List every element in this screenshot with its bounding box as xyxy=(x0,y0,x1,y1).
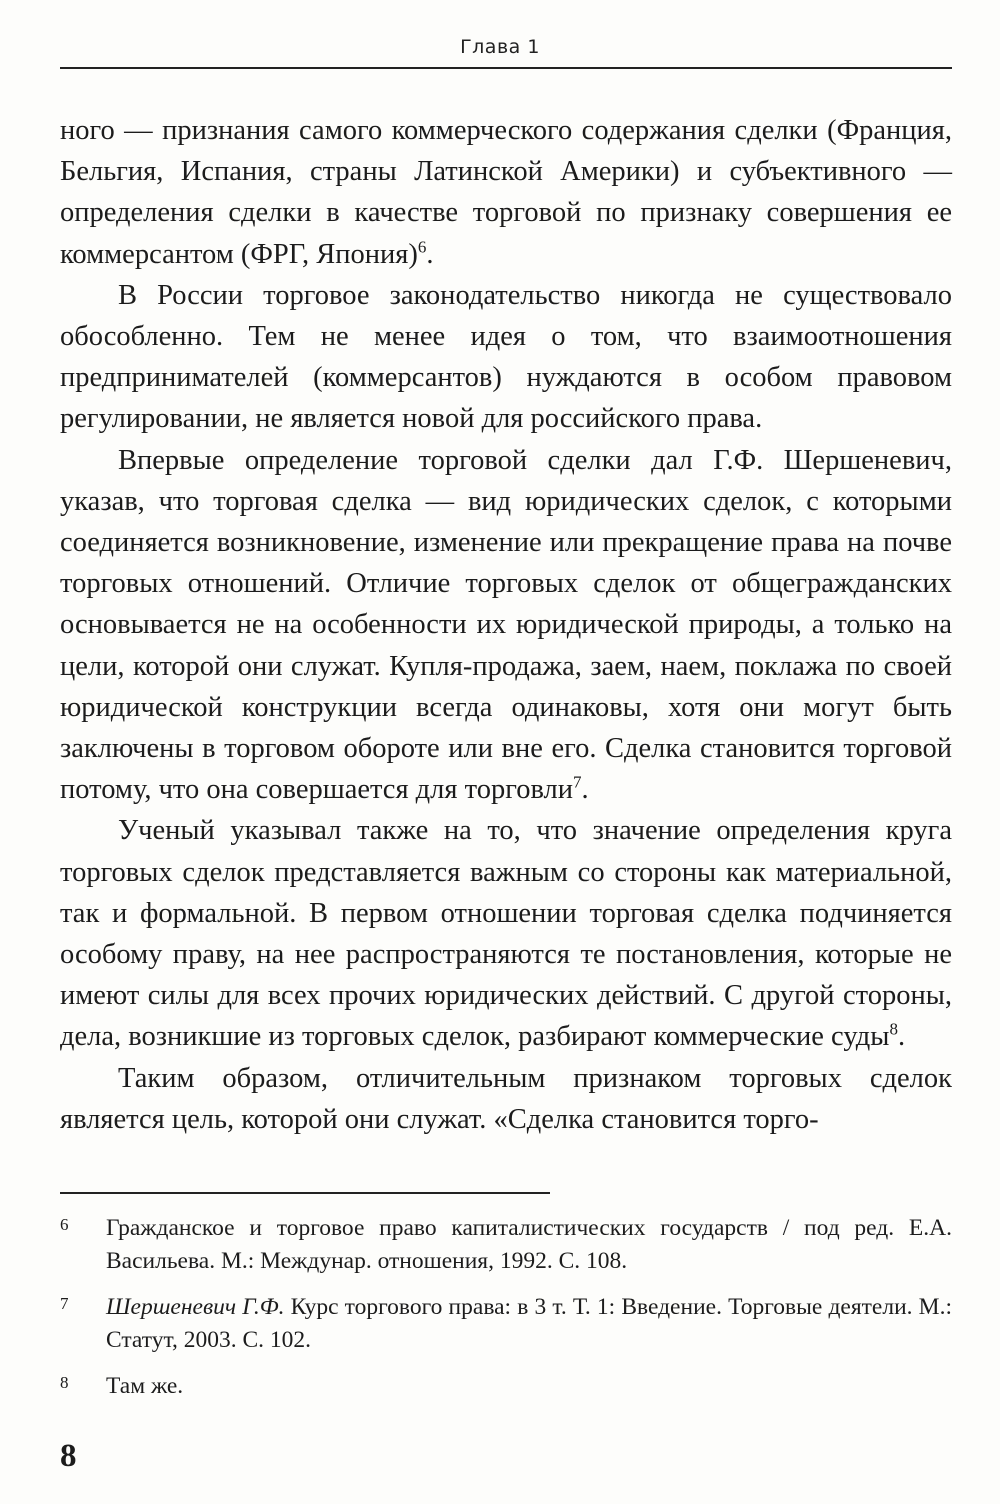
footnote-number: 8 xyxy=(60,1373,69,1392)
footnote-text xyxy=(106,1291,952,1357)
footnote-number: 6 xyxy=(60,1215,69,1234)
footnote-ref[interactable]: 6 xyxy=(417,237,427,257)
footnote-body: Гражданское и торговое право капиталистических государств / под ред. Е.А. Васильева. М.: Междунар. отношения, 1992. С. 108. xyxy=(106,1215,952,1274)
paragraph-5 xyxy=(60,1058,952,1140)
paragraph-2 xyxy=(60,275,952,440)
footnote-body: Курс торгового права: в 3 т. Т. 1: Введение. Торговые деятели. М.: Статут, 2003. С. 102. xyxy=(106,1294,952,1353)
paragraph-text: Впервые определение торговой сделки дал Г.Ф. Шершеневич, указав, что торговая сделка — вид юридических сделок, с которыми соединяется возникновение, изменение или прекращение права на почве торговых отношений. Отличие торговых сделок от общегражданских основывается не на особенности их юридической природы, а только на цели, которой они служат. Купля-продажа, заем, наем, поклажа по своей юридической конструкции всегда одинаковы, хотя они могут быть заключены в торговом обороте или вне его. Сделка становится торговой потому, что она совершается для торговли xyxy=(60,444,952,806)
footnote-6 xyxy=(60,1212,952,1278)
paragraph-tail: . xyxy=(581,774,589,806)
footnote-body: Там же. xyxy=(106,1373,184,1399)
footnote-8 xyxy=(60,1370,952,1403)
header-divider xyxy=(60,67,952,69)
footnote-number: 7 xyxy=(60,1294,69,1313)
footnote-text xyxy=(106,1370,952,1403)
paragraph-text: ного — признания самого коммерческого содержания сделки (Франция, Бельгия, Испания, страны Латинской Америки) и субъективного — определения сделки в качестве торговой по признаку совершения ее коммерсантом (ФРГ, Япония) xyxy=(60,115,952,270)
footnote-7 xyxy=(60,1291,952,1357)
paragraph-4 xyxy=(60,810,952,1057)
paragraph-1 xyxy=(60,110,952,275)
footnote-text xyxy=(106,1212,952,1278)
footnote-divider xyxy=(60,1192,550,1194)
body-text xyxy=(60,110,952,1140)
running-header-chapter: Глава 1 xyxy=(460,36,540,58)
paragraph-3 xyxy=(60,440,952,811)
footnote-ref[interactable]: 7 xyxy=(573,772,582,792)
footnote-author: Шершеневич Г.Ф. xyxy=(106,1294,285,1320)
paragraph-text: Ученый указывал также на то, что значение определения круга торговых сделок представляется важным со стороны как материальной, так и формальной. В первом отношении торговая сделка подчиняется особому праву, на нее распространяются те постановления, которые не имеют силы для всех прочих юридических действий. С другой стороны, дела, возникшие из торговых сделок, разбирают коммерческие суды xyxy=(60,815,952,1053)
paragraph-text: В России торговое законодательство никогда не существовало обособленно. Тем не менее идея о том, что взаимоотношения предпринимателей (коммерсантов) нуждаются в особом правовом регулировании, не является новой для российского права. xyxy=(60,279,952,435)
paragraph-text: Таким образом, отличительным признаком торговых сделок является цель, которой они служат. «Сделка становится торго- xyxy=(60,1062,952,1135)
paragraph-tail: . xyxy=(897,1021,906,1053)
footnotes xyxy=(60,1212,952,1416)
page-number: 8 xyxy=(60,1438,77,1474)
paragraph-tail: . xyxy=(426,238,434,270)
footnote-ref[interactable]: 8 xyxy=(889,1019,898,1039)
